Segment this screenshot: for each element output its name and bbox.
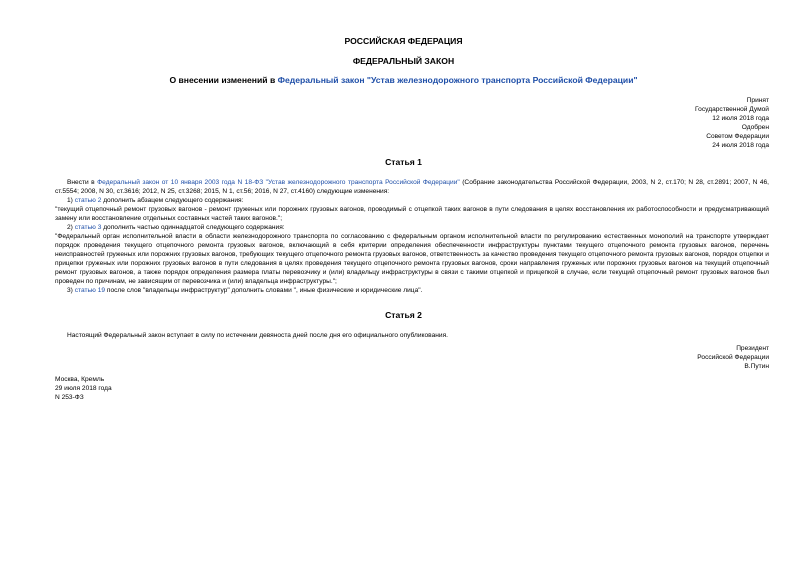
item-2-link[interactable]: статью 3 [74, 224, 102, 231]
footer-block [55, 375, 112, 402]
intro-suffix: (Собрание законодательства Российской Федерации, 2003, N 2, ст.170; N 28, ст.2891; 2007, N 46, ст.5554; 2008, N 30, ст.3616; 2012, N 25, ст.3268; 2015, N 1, ст.56; 2016, N 27, ст.4160) следующие изменения: [55, 179, 769, 195]
intro-prefix: Внести в [67, 179, 98, 186]
item-3-prefix: 3) [67, 287, 75, 294]
article-1-intro [55, 178, 769, 196]
item-1-link[interactable]: статью 2 [74, 197, 102, 204]
signature-line-3: В.Путин [744, 363, 769, 370]
article-1-body [55, 178, 769, 295]
item-3-link[interactable]: статью 19 [74, 287, 106, 294]
adoption-block [695, 96, 769, 150]
law-title [0, 76, 807, 85]
footer-number: N 253-ФЗ [55, 394, 84, 401]
item-2 [55, 223, 769, 232]
adoption-line-2: Государственной Думой [695, 106, 769, 113]
item-2-quote: "Федеральный орган исполнительной власти в области железнодорожного транспорта по согласованию с федеральным органом исполнительной власти по регулированию естественных монополий на транспорте утверждает порядок проведения текущего отцепочного ремонта грузовых вагонов, включающий в себя критерии определения обеспеченности инфраструктуры пунктами текущего отцепочного ремонта грузовых вагонов, перечень неисправностей груженых или порожних грузовых вагонов, требующих текущего отцепочного ремонта грузовых вагонов, ответственность за качество проведения текущего отцепочного ремонта грузовых вагонов, порядок отцепки и прицепки груженых или порожних грузовых вагонов в пути следования в целях проведения текущего отцепочного ремонта грузовых вагонов, сроки направления груженых или порожних грузовых вагонов на текущий отцепочный ремонт грузовых вагонов, а также порядок определения размера платы перевозчику и (или) владельцу инфраструктуры в связи с такими отцепкой и прицепкой в случае, если текущий отцепочный ремонт грузовых вагонов был проведен по причинам, не зависящим от перевозчика и (или) владельца инфраструктуры."; [55, 233, 769, 285]
item-1 [55, 196, 769, 205]
law-title-link[interactable]: Федеральный закон "Устав железнодорожного транспорта Российской Федерации" [277, 75, 638, 85]
article-2-text: Настоящий Федеральный закон вступает в силу по истечении девяноста дней после дня его официального опубликования. [67, 332, 448, 339]
intro-law-link[interactable]: Федеральный закон от 10 января 2003 года N 18-ФЗ "Устав железнодорожного транспорта Российской Федерации" [97, 179, 460, 186]
signature-line-2: Российской Федерации [697, 354, 769, 361]
article-1-heading: Статья 1 [385, 157, 422, 167]
item-3-suffix: после слов "владельцы инфраструктур" дополнить словами ", иные физические и юридические лица". [105, 287, 423, 294]
adoption-line-1: Принят [746, 97, 769, 104]
item-3 [55, 286, 769, 295]
article-2-heading: Статья 2 [385, 310, 422, 320]
adoption-line-3: 12 июля 2018 года [712, 115, 769, 122]
adoption-line-5: Советом Федерации [706, 133, 769, 140]
adoption-line-6: 24 июля 2018 года [712, 142, 769, 149]
signature-block [697, 344, 769, 371]
item-2-prefix: 2) [67, 224, 75, 231]
signature-line-1: Президент [736, 345, 769, 352]
law-type-heading: ФЕДЕРАЛЬНЫЙ ЗАКОН [352, 56, 455, 66]
item-1-suffix: дополнить абзацем следующего содержания: [101, 197, 244, 204]
adoption-line-4: Одобрен [741, 124, 769, 131]
item-1-prefix: 1) [67, 197, 75, 204]
footer-date: 29 июля 2018 года [55, 385, 112, 392]
item-2-suffix: дополнить частью одиннадцатой следующего содержания: [101, 224, 285, 231]
item-1-quote: "текущий отцепочный ремонт грузовых вагонов - ремонт груженых или порожних грузовых вагонов, проводимый с отцепкой таких вагонов в пути следования в целях восстановления их работоспособности и предусматривающий замену или восстановление отдельных составных частей таких вагонов."; [55, 206, 769, 222]
country-heading: РОССИЙСКАЯ ФЕДЕРАЦИЯ [344, 36, 463, 46]
footer-place: Москва, Кремль [55, 376, 105, 383]
article-2-body [55, 331, 769, 340]
law-title-prefix: О внесении изменений в [169, 75, 278, 85]
